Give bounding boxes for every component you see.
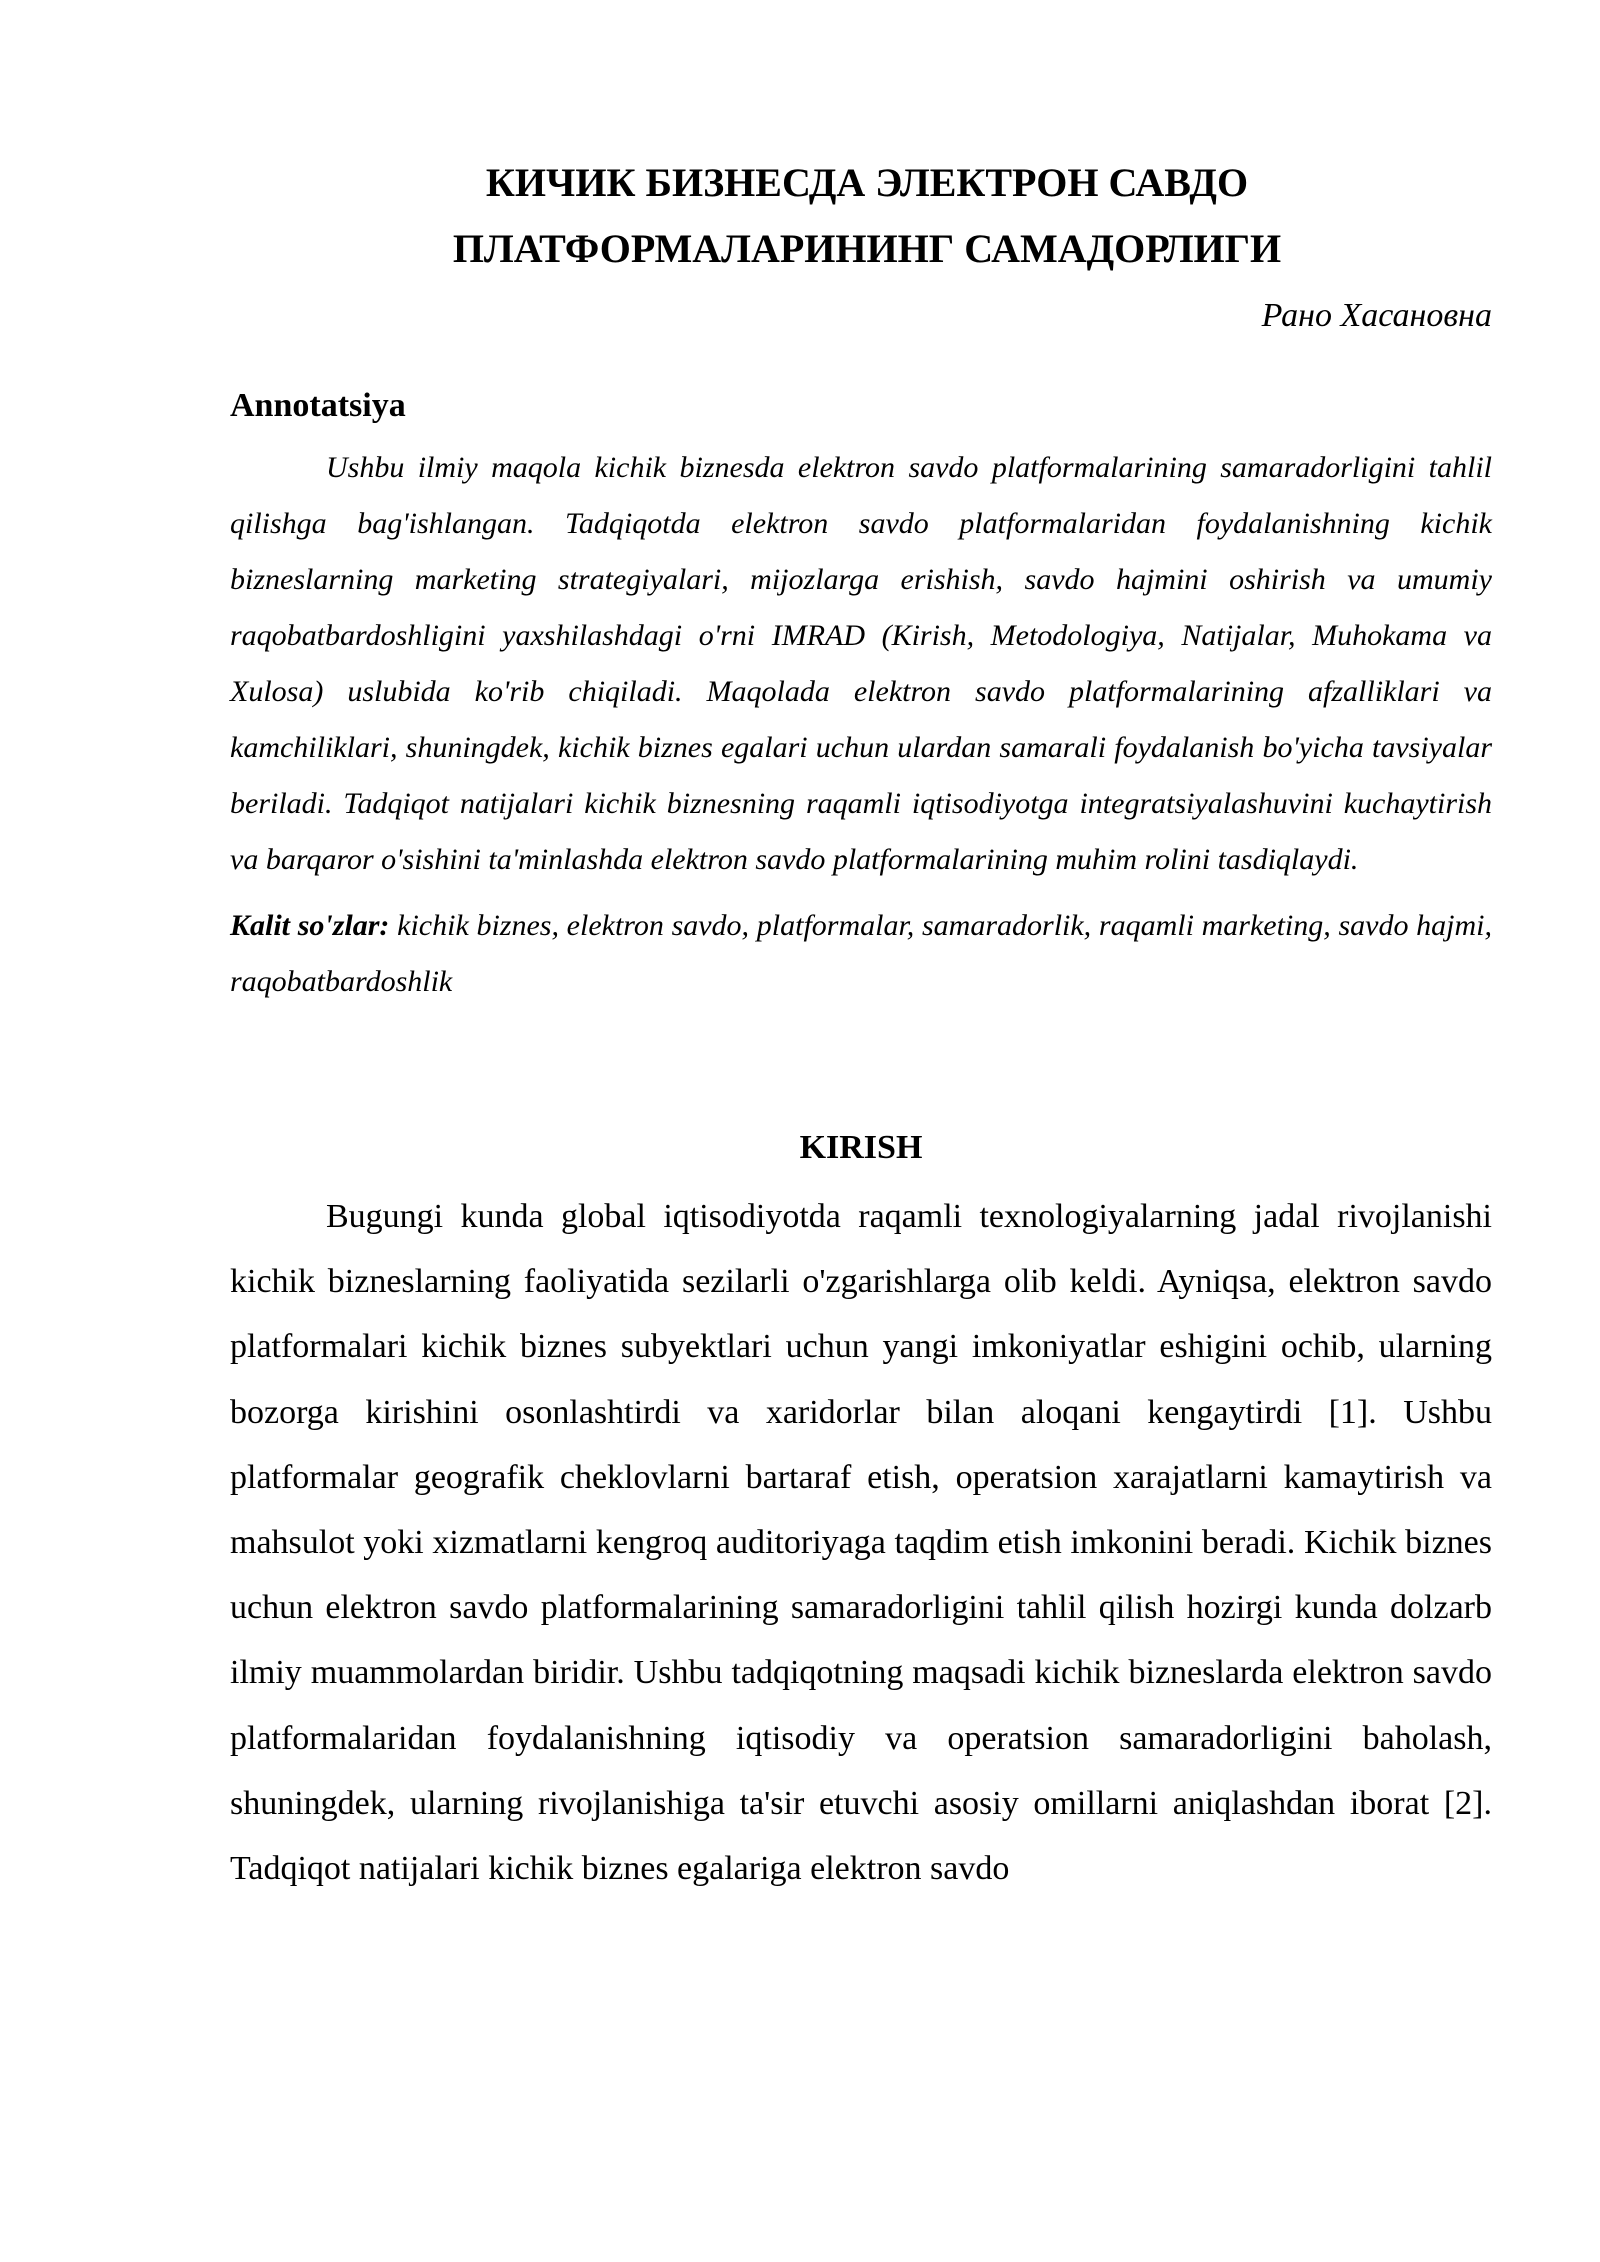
introduction-paragraph: Bugungi kunda global iqtisodiyotda raqamli texnologiyalarning jadal rivojlanishi kichik bizneslarning faoliyatida sezilarli o'zgarishlarga olib keldi. Ayniqsa, elektron savdo platformalari kichik biznes subyektlari uchun yangi imkoniyatlar eshigini ochib, ularning bozorga kirishini osonlashtirdi va xaridorlar bilan aloqani kengaytirdi [1]. Ushbu platformalar geografik cheklovlarni bartaraf etish, operatsion xarajatlarni kamaytirish va mahsulot yoki xizmatlarni kengroq auditoriyaga taqdim etish imkonini beradi. Kichik biznes uchun elektron savdo platformalarining samaradorligini tahlil qilish hozirgi kunda dolzarb ilmiy muammolardan biridir. Ushbu tadqiqotning maqsadi kichik bizneslarda elektron savdo platformalaridan foydalanishning iqtisodiy va operatsion samaradorligini baholash, shuningdek, ularning rivojlanishiga ta'sir etuvchi asosiy omillarni aniqlashdan iborat [2]. Tadqiqot natijalari kichik biznes egalariga elektron savdo [230, 1198, 1492, 1888]
abstract-heading: Annotatsiya [230, 387, 406, 424]
title-line-1: КИЧИК БИЗНЕСДА ЭЛЕКТРОН САВДО [485, 160, 1249, 205]
keywords-text: kichik biznes, elektron savdo, platformalar, samaradorlik, raqamli marketing, savdo hajmi, raqobatbardoshlik [230, 909, 1493, 998]
abstract-text: Ushbu ilmiy maqola kichik biznesda elektron savdo platformalarining samaradorligini tahlil qilishga bag'ishlangan. Tadqiqotda elektron savdo platformalaridan foydalanishning kichik bizneslarning marketing strategiyalari, mijozlarga erishish, savdo hajmini oshirish va umumiy raqobatbardoshligini yaxshilashdagi o'rni IMRAD (Kirish, Metodologiya, Natijalar, Muhokama va Xulosa) uslubida ko'rib chiqiladi. Maqolada elektron savdo platformalarining afzalliklari va kamchiliklari, shuningdek, kichik biznes egalari uchun ulardan samarali foydalanish bo'yicha tavsiyalar beriladi. Tadqiqot natijalari kichik biznesning raqamli iqtisodiyotga integratsiyalashuvini kuchaytirish va barqaror o'sishini ta'minlashda elektron savdo platformalarining muhim rolini tasdiqlaydi. [230, 451, 1492, 876]
paper-title [230, 150, 1492, 282]
author-name: Рано Хасановна [1261, 297, 1492, 334]
title-line-2: ПЛАТФОРМАЛАРИНИНГ САМАДОРЛИГИ [452, 226, 1282, 271]
keywords-label: Kalit so'zlar: [230, 909, 390, 942]
section-heading-introduction: KIRISH [799, 1129, 923, 1166]
keywords [230, 898, 1492, 1010]
document-page [230, 150, 1492, 1901]
